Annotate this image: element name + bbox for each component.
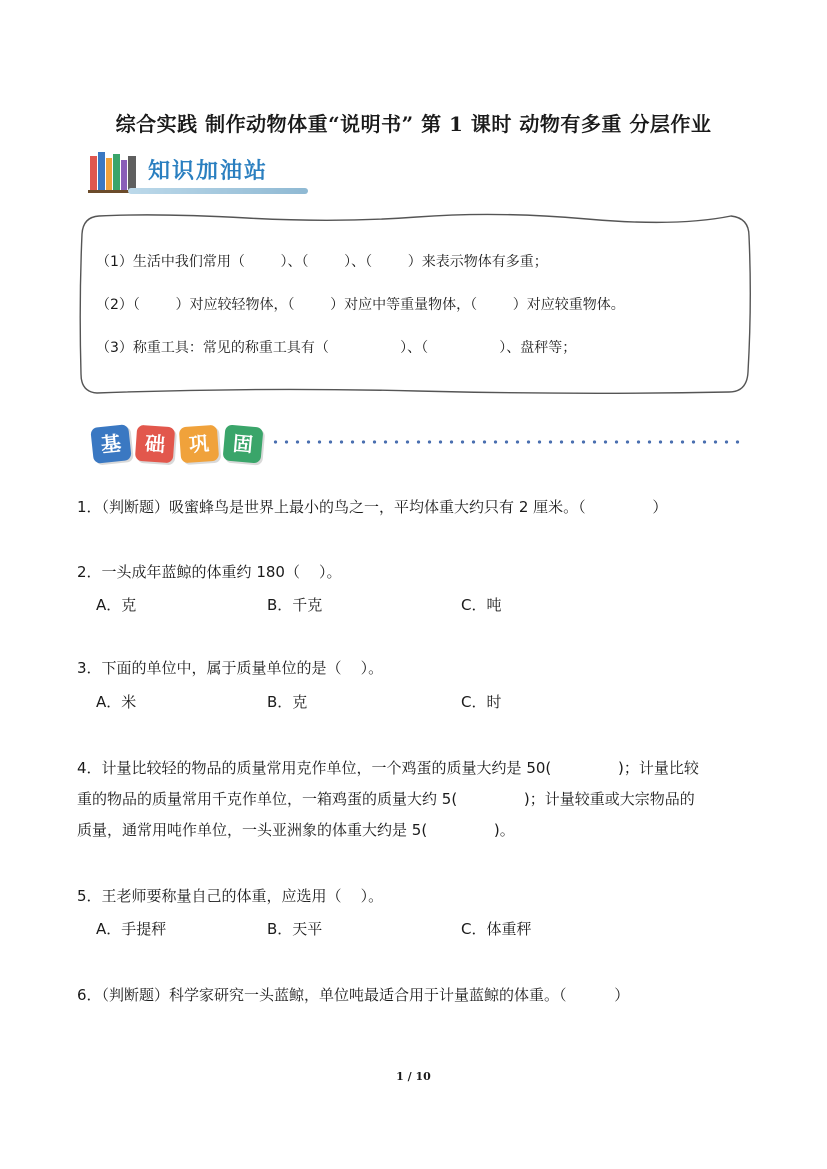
q2-option-a: A．克	[96, 596, 137, 614]
q5-option-a: A．手提秤	[96, 920, 167, 938]
q5-option-c: C．体重秤	[461, 920, 532, 938]
q3-option-b: B．克	[267, 693, 308, 711]
question-6: 6．（判断题）科学家研究一头蓝鲸，单位吨最适合用于计量蓝鲸的体重。（ ）	[77, 986, 630, 1004]
page-title: 综合实践 制作动物体重“说明书” 第 1 课时 动物有多重 分层作业	[115, 112, 712, 136]
banner-tile-1: 基	[90, 424, 132, 464]
question-2: 2．一头成年蓝鲸的体重约 180（ ）。	[77, 563, 342, 581]
q3-option-a: A．米	[96, 693, 137, 711]
question-4-line-1: 4．计量比较轻的物品的质量常用克作单位，一个鸡蛋的质量大约是 50( )；计量比较	[77, 759, 699, 777]
question-5: 5．王老师要称量自己的体重，应选用（ ）。	[77, 887, 384, 905]
q2-option-c: C．吨	[461, 596, 502, 614]
knowledge-station-banner	[88, 148, 318, 200]
q5-option-b: B．天平	[267, 920, 323, 938]
knowledge-line-2: （2）（ ）对应较轻物体，（ ）对应中等重量物体，（ ）对应较重物体。	[96, 297, 625, 313]
knowledge-line-3: （3）称重工具：常见的称重工具有（ ）、（ ）、盘秤等；	[96, 340, 577, 356]
banner-underline	[128, 188, 308, 194]
dotted-divider	[270, 438, 740, 446]
basic-consolidation-banner	[88, 422, 748, 472]
q2-option-b: B．千克	[267, 596, 323, 614]
banner-title: 知识加油站	[148, 159, 269, 184]
question-4-line-3: 质量，通常用吨作单位，一头亚洲象的体重大约是 5( )。	[77, 821, 515, 839]
knowledge-line-1: （1）生活中我们常用（ ）、（ ）、（ ）来表示物体有多重；	[96, 254, 548, 270]
q3-option-c: C．时	[461, 693, 502, 711]
question-1: 1．（判断题）吸蜜蜂鸟是世界上最小的鸟之一，平均体重大约只有 2 厘米。（ ）	[77, 498, 668, 516]
page-number: 1 / 10	[396, 1070, 431, 1083]
banner-tile-2: 础	[135, 425, 175, 464]
banner-tile-4: 固	[223, 424, 264, 463]
question-3: 3．下面的单位中，属于质量单位的是（ ）。	[77, 659, 384, 677]
banner-tile-3: 巩	[179, 425, 219, 464]
question-4-line-2: 重的物品的质量常用千克作单位，一箱鸡蛋的质量大约 5( )；计量较重或大宗物品的	[77, 790, 695, 808]
